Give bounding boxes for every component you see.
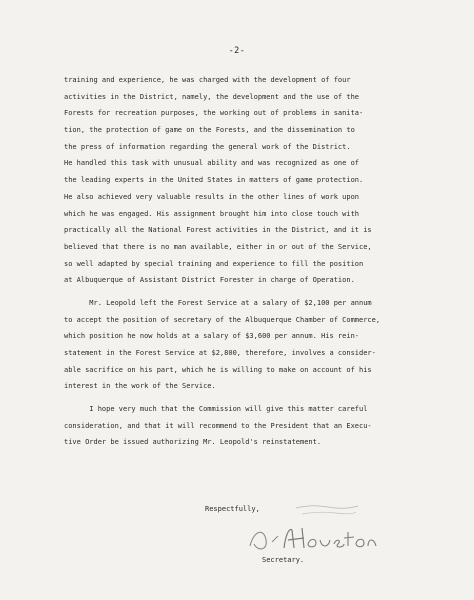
text-line: training and experience, he was charged with the development of four	[64, 76, 351, 84]
text-line: practically all the National Forest activities in the District, and it is	[64, 226, 372, 235]
text-line: I hope very much that the Commission will give this matter careful	[64, 405, 368, 414]
paragraph-1	[64, 72, 430, 289]
paragraph-3	[64, 401, 430, 451]
text-line: the leading experts in the United States in matters of game protection.	[64, 176, 364, 185]
text-line: statement in the Forest Service at $2,800, therefore, involves a consider-	[64, 349, 376, 357]
text-line: Mr. Leopold left the Forest Service at a salary of $2,100 per annum	[64, 298, 372, 307]
paragraph-2	[64, 295, 430, 395]
text-line: so well adapted by special training and experience to fill the position	[64, 259, 364, 268]
text-line: consideration, and that it will recommend to the President that an Execu-	[64, 421, 372, 430]
text-line: believed that there is no man available, either in or out of the Service,	[64, 242, 372, 251]
text-line: the press of information regarding the general work of the District.	[64, 142, 351, 151]
text-line: tive Order be issued authorizing Mr. Leopold's reinstatement.	[64, 438, 322, 447]
text-line: to accept the position of secretary of the Albuquerque Chamber of Commerce,	[64, 315, 381, 324]
signatory-title: Secretary.	[262, 556, 305, 564]
text-line: at Albuquerque of Assistant District Forester in charge of Operation.	[64, 276, 355, 285]
page-number: -2-	[228, 46, 246, 56]
closing-salutation: Respectfully,	[205, 505, 260, 513]
text-line: which he was engaged. His assignment brought him into close touch with	[64, 209, 360, 218]
text-line: activities in the District, namely, the development and the use of the	[64, 92, 360, 101]
text-line: He also achieved very valuable results in the other lines of work upon	[64, 192, 360, 201]
text-line: He handled this task with unusual ability and was recognized as one of	[64, 159, 360, 168]
text-line: tion, the protection of game on the Forests, and the dissemination to	[64, 126, 355, 135]
text-line: Forests for recreation purposes, the working out of problems in sanita-	[64, 109, 364, 118]
text-line: able sacrifice on his part, which he is willing to make on account of his	[64, 365, 372, 374]
text-line: which position he now holds at a salary of $3,600 per annum. His rein-	[64, 332, 360, 341]
text-line: interest in the work of the Service.	[64, 382, 216, 391]
letter-body	[64, 72, 430, 451]
